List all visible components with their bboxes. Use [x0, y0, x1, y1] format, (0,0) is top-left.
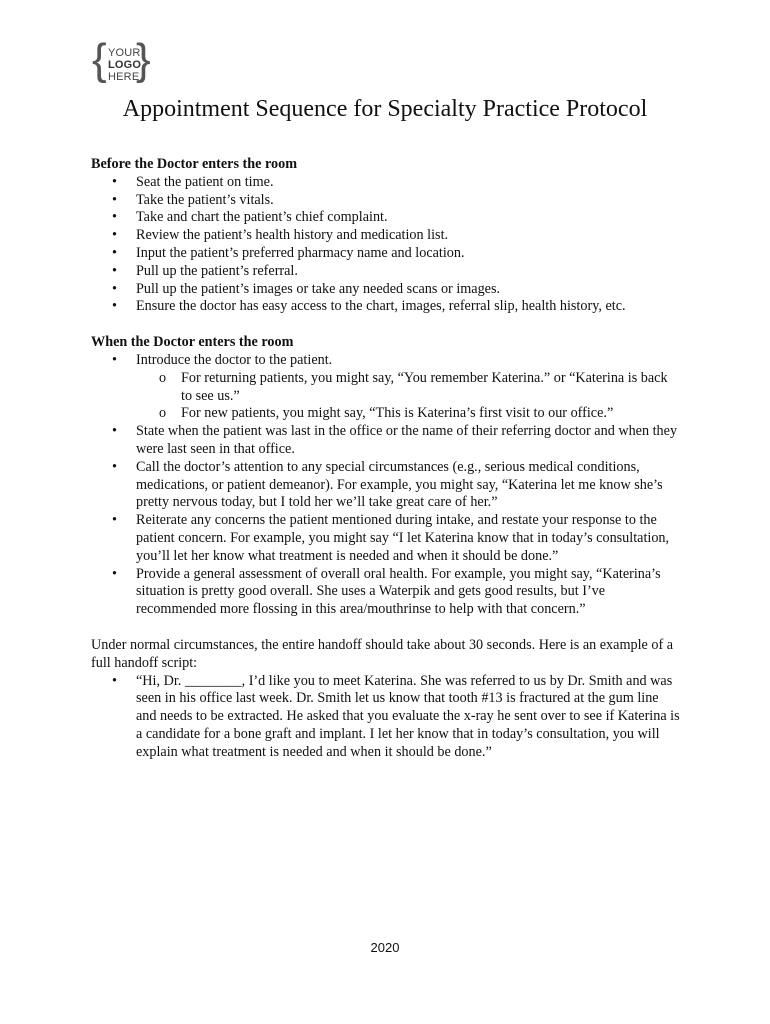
list-item: • Pull up the patient’s images or take any needed scans or images.: [91, 281, 681, 299]
page-title: Appointment Sequence for Specialty Practice Protocol: [122, 96, 648, 122]
footer-year: 2020: [370, 940, 400, 955]
list-item: • Seat the patient on time.: [91, 174, 681, 192]
list-item: • Call the doctor’s attention to any special circumstances (e.g., serious medical conditions, medications, or patient demeanor). For example, you might say, “Katerina let me know she’s pretty nervous today, but I told her we’ll take great care of her.”: [91, 459, 681, 512]
handoff-paragraph: Under normal circumstances, the entire handoff should take about 30 seconds. Here is an example of a full handoff script:: [91, 636, 674, 671]
logo-line-2: LOGO: [108, 59, 142, 71]
before-doctor-list: [91, 174, 681, 316]
list-item: • Take the patient’s vitals.: [91, 192, 681, 210]
logo: [92, 35, 152, 88]
handoff-script-list: [91, 673, 681, 762]
list-item: • Input the patient’s preferred pharmacy name and location.: [91, 245, 681, 263]
list-item: • Provide a general assessment of overall oral health. For example, you might say, “Katerina’s situation is pretty good overall. She uses a Waterpik and gets good results, but I’ve recommended more flossing in this area/mouthrinse to help with that concern.”: [91, 566, 681, 619]
document-body: [91, 156, 681, 762]
sub-list-item: o For returning patients, you might say, “You remember Katerina.” or “Katerina is back to see us.”: [136, 370, 681, 406]
doctor-enters-list: [91, 352, 681, 619]
list-item: • State when the patient was last in the office or the name of their referring doctor and when they were last seen in that office.: [91, 423, 681, 459]
logo-text: [108, 47, 142, 83]
logo-right-brace: }: [136, 35, 151, 84]
sub-list-item: o For new patients, you might say, “This is Katerina’s first visit to our office.”: [136, 405, 681, 423]
sub-list: [136, 370, 681, 423]
list-item-text: Introduce the doctor to the patient.: [136, 351, 333, 368]
logo-left-brace: {: [92, 35, 107, 84]
logo-line-1: YOUR: [108, 47, 141, 59]
list-item: [91, 352, 681, 423]
list-item: • Reiterate any concerns the patient mentioned during intake, and restate your response to the patient concern. For example, you might say “I let Katerina know that in today’s consultation, you’ll let her know what treatment is needed and when it should be done.”: [91, 512, 681, 565]
list-item: • Ensure the doctor has easy access to the chart, images, referral slip, health history, etc.: [91, 298, 681, 316]
logo-line-3: HERE: [108, 71, 140, 83]
list-item: • Take and chart the patient’s chief complaint.: [91, 209, 681, 227]
section-heading-doctor-enters: When the Doctor enters the room: [91, 334, 294, 351]
list-item: • Pull up the patient’s referral.: [91, 263, 681, 281]
section-heading-before-doctor: Before the Doctor enters the room: [91, 156, 298, 172]
list-item: • Review the patient’s health history and medication list.: [91, 227, 681, 245]
list-item: • “Hi, Dr. ________, I’d like you to meet Katerina. She was referred to us by Dr. Smith and was seen in his office last week. Dr. Smith let us know that tooth #13 is fractured at the gum line and needs to be extracted. He asked that you evaluate the x-ray he sent over to see if Katerina is a candidate for a bone graft and implant. I let her know that in today’s consultation, you will explain what treatment is needed and when it should be done.”: [91, 673, 681, 762]
